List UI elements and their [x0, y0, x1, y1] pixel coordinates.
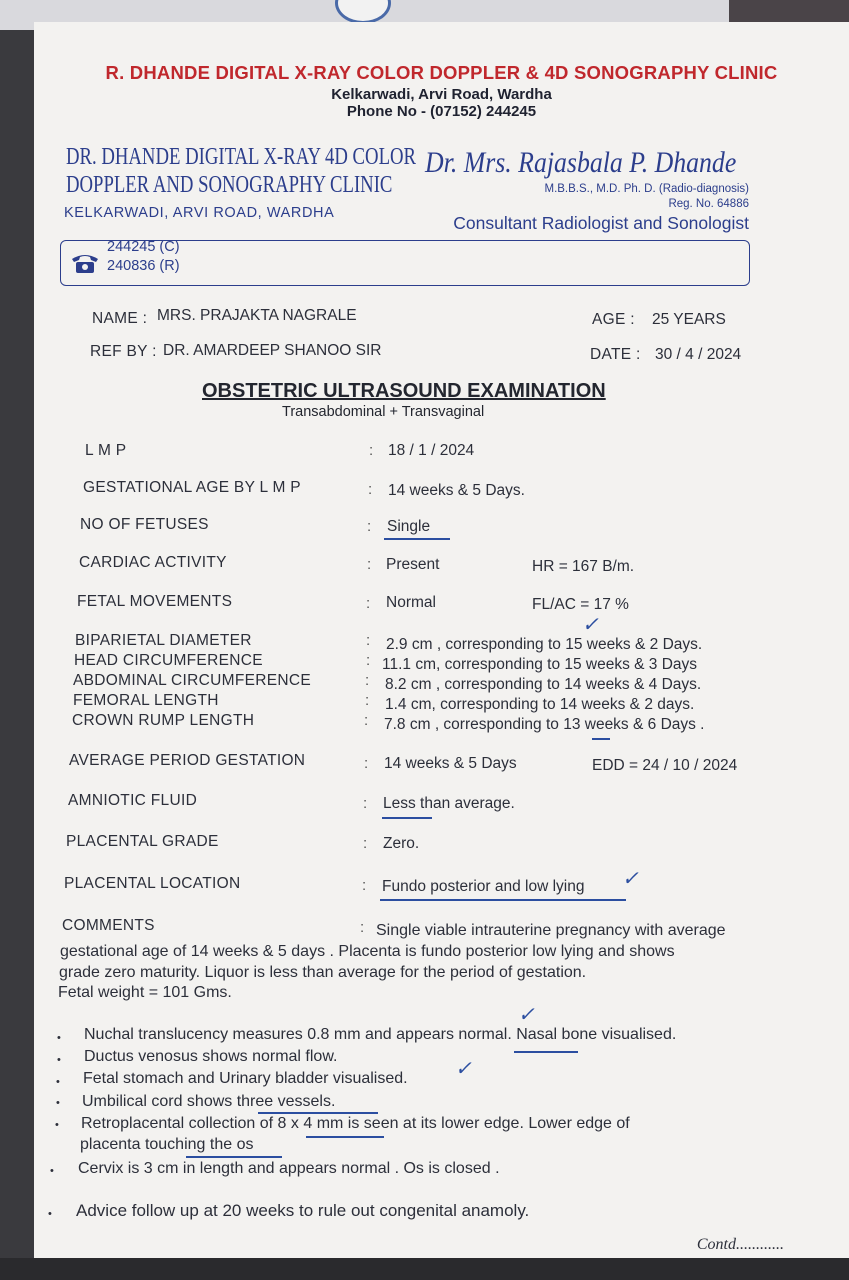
colon: :	[368, 481, 373, 498]
phone-clinic: 244245 (C)	[107, 239, 180, 255]
ink-underline	[186, 1156, 282, 1158]
hc-label: HEAD CIRCUMFERENCE	[74, 652, 263, 669]
clinic-header-phone: Phone No - (07152) 244245	[346, 103, 537, 120]
bullet-dot: •	[57, 1054, 61, 1066]
clinic-header-name: R. DHANDE DIGITAL X-RAY COLOR DOPPLER & 4D SONOGRAPHY CLINIC	[105, 62, 778, 83]
continued-note: Contd............	[696, 1236, 784, 1253]
ink-underline	[592, 738, 610, 740]
tick-mark: ✓	[622, 868, 639, 890]
letterhead-title: Consultant Radiologist and Sonologist	[453, 213, 749, 233]
fl-value: 1.4 cm, corresponding to 14 weeks & 2 days.	[385, 696, 695, 713]
heart-rate: HR = 167 B/m.	[532, 558, 635, 575]
grade-value: Zero.	[383, 835, 420, 852]
ink-underline	[306, 1136, 384, 1138]
grade-label: PLACENTAL GRADE	[66, 833, 219, 850]
edd-value: EDD = 24 / 10 / 2024	[592, 757, 738, 774]
exam-title: OBSTETRIC ULTRASOUND EXAMINATION	[202, 380, 606, 402]
lmp-label: L M P	[85, 442, 127, 459]
ac-value: 8.2 cm , corresponding to 14 weeks & 4 Days.	[385, 676, 702, 693]
name-label: NAME :	[92, 310, 148, 327]
colon: :	[365, 672, 370, 689]
cardiac-value: Present	[386, 556, 440, 573]
fl-ac-ratio: FL/AC = 17 %	[532, 596, 629, 613]
colon: :	[363, 835, 368, 852]
bpd-label: BIPARIETAL DIAMETER	[75, 632, 252, 649]
comments-line-3: grade zero maturity. Liquor is less than average for the period of gestation.	[59, 964, 587, 981]
bullet-dot: •	[48, 1208, 52, 1220]
patient-age: 25 YEARS	[652, 311, 726, 328]
letterhead-clinic-name-1: DR. DHANDE DIGITAL X-RAY 4D COLOR	[66, 144, 417, 170]
comments-line-4: Fetal weight = 101 Gms.	[58, 984, 232, 1001]
telephone-icon	[70, 251, 100, 275]
bullet-dot: •	[57, 1032, 61, 1044]
crl-value: 7.8 cm , corresponding to 13 weeks & 6 Days .	[384, 716, 705, 733]
ink-underline	[382, 817, 432, 819]
bullet-dot: •	[50, 1165, 54, 1177]
tick-mark: ✓	[518, 1004, 535, 1026]
location-label: PLACENTAL LOCATION	[64, 875, 241, 892]
ink-underline	[384, 538, 450, 540]
fetuses-value: Single	[387, 518, 431, 535]
colon: :	[367, 556, 372, 573]
letterhead-qualification: M.B.B.S., M.D. Ph. D. (Radio-diagnosis)	[544, 183, 749, 195]
colon: :	[364, 755, 369, 772]
apg-value: 14 weeks & 5 Days	[384, 755, 517, 772]
bpd-value: 2.9 cm , corresponding to 15 weeks & 2 Days.	[386, 636, 703, 653]
colon: :	[362, 877, 367, 894]
ga-label: GESTATIONAL AGE BY L M P	[83, 479, 301, 496]
ink-underline	[514, 1051, 578, 1053]
colon: :	[369, 442, 374, 459]
date-label: DATE :	[590, 346, 641, 363]
colon: :	[363, 795, 368, 812]
bullet-4: Umbilical cord shows three vessels.	[82, 1093, 336, 1110]
comments-label: COMMENTS	[62, 917, 155, 934]
fetuses-label: NO OF FETUSES	[80, 516, 209, 533]
apg-label: AVERAGE PERIOD GESTATION	[69, 752, 306, 769]
letterhead-doctor-name: Dr. Mrs. Rajasbala P. Dhande	[425, 146, 737, 179]
bullet-1: Nuchal translucency measures 0.8 mm and appears normal. Nasal bone visualised.	[84, 1026, 677, 1043]
movements-value: Normal	[386, 594, 436, 611]
crl-label: CROWN RUMP LENGTH	[72, 712, 255, 729]
colon: :	[366, 632, 371, 649]
colon: :	[367, 518, 372, 535]
bullet-dot: •	[55, 1119, 59, 1131]
ac-label: ABDOMINAL CIRCUMFERENCE	[73, 672, 311, 689]
report-date: 30 / 4 / 2024	[655, 346, 742, 363]
ink-underline	[258, 1112, 378, 1114]
phone-residence: 240836 (R)	[107, 258, 180, 274]
colon: :	[366, 652, 371, 669]
background-bottom	[0, 1258, 849, 1280]
lmp-value: 18 / 1 / 2024	[388, 442, 475, 459]
advice: Advice follow up at 20 weeks to rule out congenital anamoly.	[76, 1201, 530, 1220]
amniotic-value: Less than average.	[383, 795, 515, 812]
letterhead-clinic-name-2: DOPPLER AND SONOGRAPHY CLINIC	[66, 172, 393, 198]
bullet-3: Fetal stomach and Urinary bladder visualised.	[83, 1070, 408, 1087]
tick-mark: ✓	[455, 1058, 472, 1080]
comments-line-2: gestational age of 14 weeks & 5 days . Placenta is fundo posterior low lying and shows	[60, 943, 675, 960]
colon: :	[364, 712, 369, 729]
bullet-dot: •	[56, 1097, 60, 1109]
bullet-2: Ductus venosus shows normal flow.	[84, 1048, 338, 1065]
clinic-header-address: Kelkarwadi, Arvi Road, Wardha	[331, 86, 552, 103]
referring-doctor: DR. AMARDEEP SHANOO SIR	[163, 342, 382, 359]
tick-mark: ✓	[582, 614, 599, 636]
colon: :	[360, 919, 365, 936]
bullet-5-continued: placenta touching the os	[80, 1136, 254, 1153]
letterhead-reg-no: Reg. No. 64886	[668, 198, 749, 210]
patient-name: MRS. PRAJAKTA NAGRALE	[157, 307, 357, 324]
bullet-6: Cervix is 3 cm in length and appears normal . Os is closed .	[78, 1160, 500, 1177]
colon: :	[366, 595, 371, 612]
age-label: AGE :	[592, 311, 635, 328]
background-corner	[729, 0, 849, 24]
hc-value: 11.1 cm, corresponding to 15 weeks & 3 Days	[382, 656, 698, 673]
ga-value: 14 weeks & 5 Days.	[388, 482, 525, 499]
ink-underline	[380, 899, 626, 901]
location-value: Fundo posterior and low lying	[382, 878, 585, 895]
bullet-dot: •	[56, 1076, 60, 1088]
exam-subtitle: Transabdominal + Transvaginal	[282, 404, 485, 420]
ref-label: REF BY :	[90, 343, 157, 360]
fl-label: FEMORAL LENGTH	[73, 692, 219, 709]
letterhead-address: KELKARWADI, ARVI ROAD, WARDHA	[64, 205, 335, 221]
movements-label: FETAL MOVEMENTS	[77, 593, 233, 610]
cardiac-label: CARDIAC ACTIVITY	[79, 554, 227, 571]
comments-line-1: Single viable intrauterine pregnancy with average	[376, 922, 726, 939]
amniotic-label: AMNIOTIC FLUID	[68, 792, 198, 809]
colon: :	[365, 692, 370, 709]
bullet-5: Retroplacental collection of 8 x 4 mm is seen at its lower edge. Lower edge of	[81, 1115, 630, 1132]
